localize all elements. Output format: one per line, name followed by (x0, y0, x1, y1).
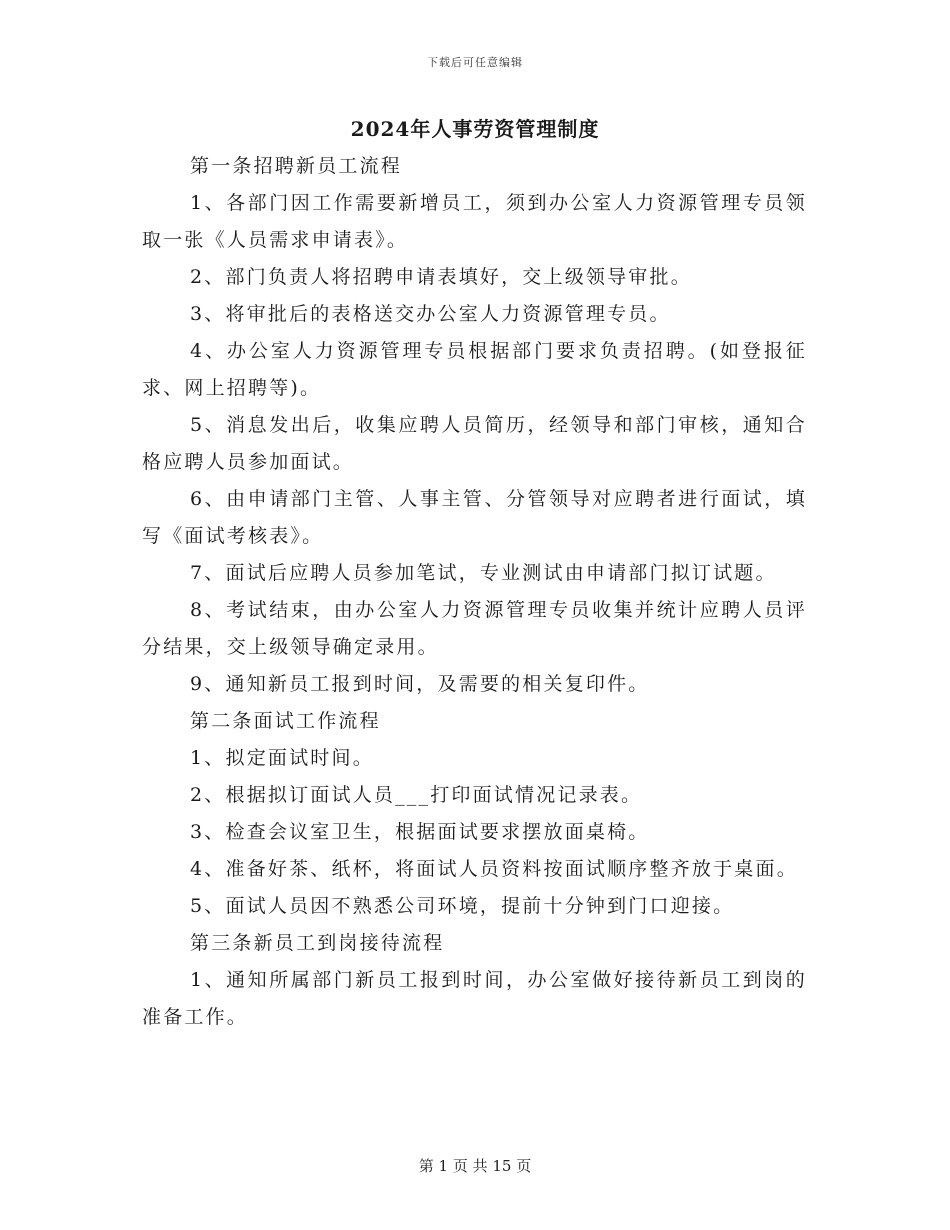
paragraph: 9、通知新员工报到时间，及需要的相关复印件。 (190, 673, 650, 695)
paragraph: 3、检查会议室卫生，根据面试要求摆放面桌椅。 (190, 821, 650, 843)
paragraph: 2、部门负责人将招聘申请表填好，交上级领导审批。 (190, 266, 692, 288)
paragraph: 7、面试后应聘人员参加笔试，专业测试由申请部门拟订试题。 (190, 562, 777, 584)
paragraph: 4、准备好茶、纸杯，将面试人员资料按面试顺序整齐放于桌面。 (190, 858, 798, 880)
paragraph: 6、由申请部门主管、人事主管、分管领导对应聘者进行面试，填写《面试考核表》。 (142, 488, 807, 547)
paragraph: 3、将审批后的表格送交办公室人力资源管理专员。 (190, 303, 671, 325)
header-note: 下载后可任意编辑 (427, 56, 523, 69)
paragraph: 5、面试人员因不熟悉公司环境，提前十分钟到门口迎接。 (190, 895, 735, 917)
page-number-footer: 第 1 页 共 15 页 (418, 1157, 532, 1175)
section-heading-2: 第二条面试工作流程 (190, 710, 381, 732)
paragraph: 8、考试结束，由办公室人力资源管理专员收集并统计应聘人员评分结果，交上级领导确定录用。 (142, 599, 807, 658)
document-body (142, 148, 807, 1036)
section-heading-1: 第一条招聘新员工流程 (190, 155, 403, 177)
paragraph: 1、通知所属部门新员工报到时间，办公室做好接待新员工到岗的准备工作。 (142, 969, 807, 1028)
paragraph: 4、办公室人力资源管理专员根据部门要求负责招聘。(如登报征求、网上招聘等)。 (142, 340, 807, 399)
paragraph: 1、拟定面试时间。 (190, 747, 374, 769)
document-title: 2024年人事劳资管理制度 (350, 117, 600, 141)
paragraph: 5、消息发出后，收集应聘人员简历，经领导和部门审核，通知合格应聘人员参加面试。 (142, 414, 807, 473)
paragraph: 1、各部门因工作需要新增员工，须到办公室人力资源管理专员领取一张《人员需求申请表》。 (142, 192, 807, 251)
paragraph: 2、根据拟订面试人员___打印面试情况记录表。 (190, 784, 643, 806)
section-heading-3: 第三条新员工到岗接待流程 (190, 932, 445, 954)
